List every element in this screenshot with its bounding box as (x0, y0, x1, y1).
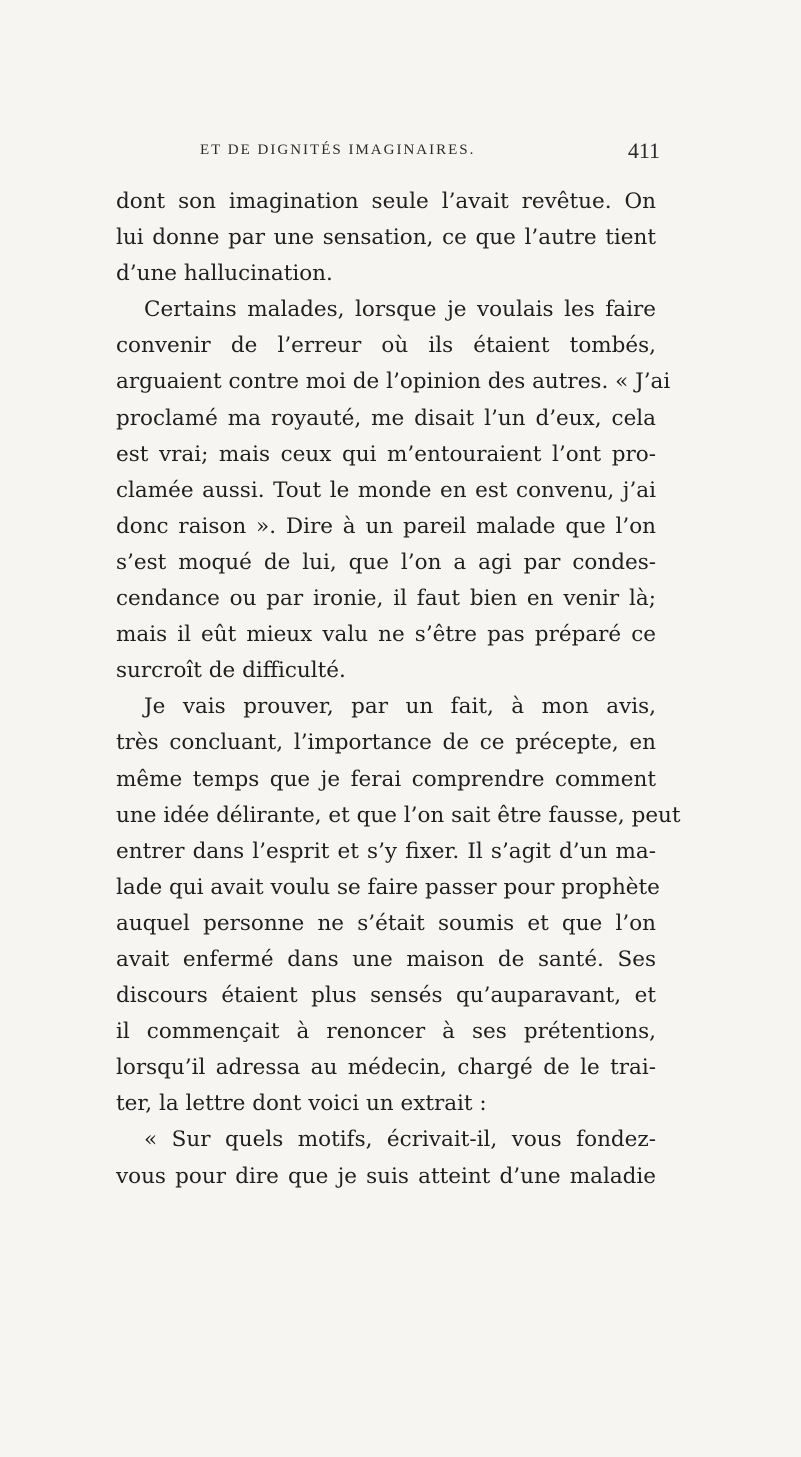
text-line: avait enfermé dans une maison de santé. Ses (116, 946, 656, 972)
text-line: arguaient contre moi de l’opinion des autres. « J’ai (116, 369, 671, 395)
text-line: est vrai; mais ceux qui m’entouraient l’ont pro- (116, 441, 656, 467)
text-line: clamée aussi. Tout le monde en est convenu, j’ai (116, 477, 656, 503)
text-line: discours étaient plus sensés qu’auparavant, et (116, 983, 656, 1009)
text-line: auquel personne ne s’était soumis et que l’on (116, 910, 656, 936)
text-line: s’est moqué de lui, que l’on a agi par condes- (116, 549, 656, 575)
text-line: donc raison ». Dire à un pareil malade que l’on (116, 513, 656, 539)
text-line: même temps que je ferai comprendre comment (116, 766, 656, 792)
text-line: cendance ou par ironie, il faut bien en venir là; (116, 586, 656, 612)
text-line: une idée délirante, et que l’on sait être fausse, peut (116, 802, 681, 828)
text-line: Certains malades, lorsque je voulais les faire (144, 297, 656, 323)
text-line: lui donne par une sensation, ce que l’autre tient (116, 225, 656, 251)
running-title: ET DE DIGNITÉS IMAGINAIRES. (200, 142, 476, 158)
text-line: lorsqu’il adressa au médecin, chargé de le trai- (116, 1055, 656, 1081)
text-line: dont son imagination seule l’avait revêtue. On (116, 189, 656, 214)
text-line: d’une hallucination. (116, 261, 333, 287)
text-line: Je vais prouver, par un fait, à mon avis, (144, 694, 656, 720)
text-line: vous pour dire que je suis atteint d’une maladie (116, 1163, 656, 1189)
text-line: surcroît de difficulté. (116, 658, 346, 684)
body-text (116, 184, 681, 1195)
text-line: ter, la lettre dont voici un extrait : (116, 1091, 487, 1117)
text-line: mais il eût mieux valu ne s’être pas préparé ce (116, 622, 656, 648)
text-line: très concluant, l’importance de ce précepte, en (116, 730, 656, 756)
running-head (200, 140, 660, 166)
text-line: il commençait à renoncer à ses prétentions, (116, 1019, 656, 1045)
text-line: entrer dans l’esprit et s’y fixer. Il s’agit d’un ma- (116, 838, 656, 864)
text-line: « Sur quels motifs, écrivait-il, vous fondez- (144, 1127, 656, 1153)
text-line: convenir de l’erreur où ils étaient tombés, (116, 333, 656, 359)
text-line: lade qui avait voulu se faire passer pour prophète (116, 874, 660, 900)
text-line: proclamé ma royauté, me disait l’un d’eux, cela (116, 405, 656, 431)
page-number: 411 (627, 138, 660, 163)
